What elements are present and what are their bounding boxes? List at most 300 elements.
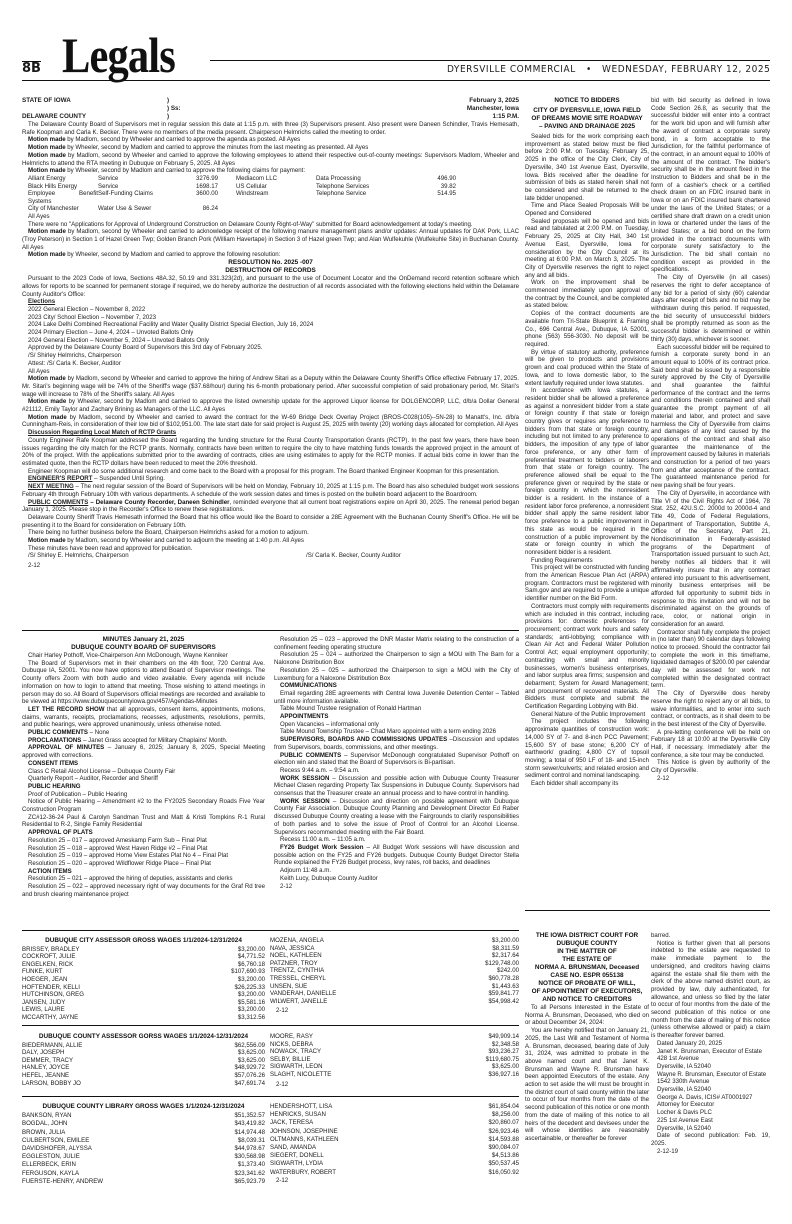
ss-label: ) Ss: bbox=[167, 105, 181, 112]
employee-name: LEWIS, LAURE bbox=[22, 1006, 65, 1014]
proclamations bbox=[22, 737, 265, 745]
wage-amount: $26,225.33 bbox=[234, 983, 265, 991]
executor-name: Wayne R. Brunsman, Executor of Estate bbox=[657, 1070, 767, 1078]
wage-row bbox=[22, 1178, 265, 1186]
wage-row bbox=[270, 937, 519, 945]
wage-row bbox=[270, 1169, 519, 1177]
probate-continuation: barred. bbox=[651, 932, 671, 939]
plats-heading: APPROVAL OF PLATS bbox=[28, 829, 93, 837]
wage-row bbox=[270, 1128, 519, 1136]
dated-line: Dated January 20, 2025 bbox=[657, 1039, 723, 1047]
work-session-text: – Discussion and possible action with Dubuque County Treasurer Michael Clasen regarding Property Tax Suspensions in Dubuque County. Supervisors had consensus that the Treasurer create an annual process and to have control in handling. bbox=[274, 774, 519, 798]
wage-row bbox=[270, 1119, 519, 1127]
meeting-place: Manchester, Iowa bbox=[466, 105, 519, 112]
probate-heading: IN THE MATTER OF bbox=[557, 948, 617, 955]
motion-label: Motion made bbox=[28, 251, 66, 259]
bidders-title: NOTICE TO BIDDERS bbox=[554, 97, 620, 104]
employee-name: PATZNER, TROY bbox=[270, 959, 318, 967]
wage-row bbox=[270, 1048, 519, 1056]
wage-amount: $14,974.48 bbox=[234, 1128, 265, 1136]
claim-type: Self-Funding Claims bbox=[98, 190, 153, 198]
sheriff-paragraph: Delaware County Sheriff Travis Hemesath informed the Board that his office would like the Board to consider a 28E Agreement with the Buchanan County Sheriff's Office. He will be presenting it to the Board for consideration on February 10th. bbox=[22, 513, 519, 529]
wage-amount: $14,593.88 bbox=[488, 1135, 519, 1143]
motion-paragraph bbox=[22, 375, 519, 398]
wage-amount: $49,909.14 bbox=[488, 1033, 519, 1040]
delaware-county-label: DELAWARE COUNTY bbox=[22, 113, 87, 120]
wage-row bbox=[22, 991, 265, 999]
claim-type: Service bbox=[98, 174, 119, 182]
wage-amount: $48,929.72 bbox=[234, 1064, 265, 1072]
claim-vendor: Windstream bbox=[236, 190, 269, 198]
wage-amount: $3,200.00 bbox=[237, 991, 265, 999]
wage-row bbox=[22, 946, 265, 954]
attorney-role: Attorney for Executor bbox=[657, 1101, 715, 1109]
section-divider bbox=[22, 930, 519, 931]
wage-row bbox=[22, 1161, 265, 1169]
public-comments-label: PUBLIC COMMENTS bbox=[280, 751, 342, 759]
employee-name: BIEDERMANN, ALLIE bbox=[22, 1041, 83, 1049]
employee-name: OLTMANNS, KATHLEEN bbox=[270, 1135, 339, 1143]
employee-name: BOGDAL, JOHN bbox=[22, 1120, 68, 1128]
wage-amount: $43,419.82 bbox=[234, 1120, 265, 1128]
auditor-signature: /S/ Carla K. Becker, County Auditor bbox=[306, 552, 401, 560]
engineers-report bbox=[22, 475, 519, 483]
employee-name: WATERBURY, ROBERT bbox=[270, 1168, 337, 1176]
wage-amount: $59,841.77 bbox=[488, 990, 519, 998]
wage-row bbox=[270, 1063, 519, 1071]
publication-code: 2-12 bbox=[276, 1176, 289, 1184]
motion-paragraph bbox=[22, 152, 519, 167]
employee-name: JOHNSON, JOSEPHINE bbox=[270, 1127, 338, 1135]
dubuque-minutes-right bbox=[274, 636, 519, 890]
employee-name: FUNKE, KURT bbox=[22, 968, 63, 976]
employee-name: FUERSTE-HENRY, ANDREW bbox=[22, 1177, 104, 1185]
second-publication-date: Date of second publication: Feb. 19, 2025. bbox=[651, 1132, 770, 1147]
approval-text: – January 6, 2025; January 8, 2025, Special Meeting approved with corrections. bbox=[22, 744, 265, 760]
sbc-label: SUPERVISORS, BOARDS AND COMMISSIONS UPDATES bbox=[280, 736, 448, 744]
motion-paragraph bbox=[22, 136, 519, 144]
chair-signature: /S/ Shirley E. Helmrichs, Chairperson bbox=[28, 552, 129, 560]
employee-name: DALY, JOSEPH bbox=[22, 1049, 65, 1057]
wage-amount: $242.00 bbox=[496, 967, 519, 975]
adjourn-line: Adjourn 11:48 a.m. bbox=[280, 867, 332, 875]
case-number: CASE NO. ESPR 055138 bbox=[550, 972, 624, 979]
wage-row bbox=[22, 1145, 265, 1153]
bidders-notice-col2 bbox=[651, 97, 770, 783]
next-meeting bbox=[22, 483, 519, 498]
minutes-title: MINUTES January 21, 2025 bbox=[102, 636, 185, 643]
wage-amount: $8,039.31 bbox=[237, 1136, 265, 1144]
bidders-paragraph: The City of Dyersville does hereby reserve the right to reject any or all bids, to waive informalities, and to enter into such contract, or contracts, as it shall deem to be in the best interest of the City of Dyersville. bbox=[651, 690, 770, 728]
employee-name: DEMMER, TRACY bbox=[22, 1056, 74, 1064]
claim-type: Water Use & Sewer bbox=[98, 205, 152, 213]
next-meeting-text: – The next regular session of the Board of Supervisors will be held on Monday, February 10, 2025 at 1:15 p.m. The Board has also scheduled budget work sessions February 4th through February 10th with various departments. A schedule of the work session dates and times is posted on the bulletin board adjacent to the Boardroom. bbox=[22, 483, 519, 498]
employee-name: WILWERT, JANELLE bbox=[270, 997, 328, 1005]
bidders-paragraph: Contractor shall fully complete the project in (no later than) 90 calendar days following notice to proceed. Should the contractor fail to complete the work in this timeframe, liquidated damages of $200.00 per calendar day will be assessed for work not completed within the designated contract term. bbox=[651, 628, 770, 690]
dubuque-minutes-left bbox=[22, 636, 265, 899]
wage-amount: $3,625.00 bbox=[491, 1063, 519, 1071]
wage-row bbox=[22, 1080, 265, 1088]
sbc-updates bbox=[274, 736, 519, 751]
motion-text: by Madlom, second by Wheeler and carried to acknowledge receipt of the following manure management plans and/or updates: Annual updates for DAK Pork, LLAC (Troy Peterson) in Section 1 of Hazel Green Twp; Golden Branch Pork (William Havertape) in Section 3 of Hazel green Twp; and Alan Wulfekuhle (Wulfekuhle Site) in Buchanan County. All Ayes bbox=[22, 228, 520, 251]
work-session bbox=[274, 775, 519, 798]
probate-heading: AND NOTICE TO CREDITORS bbox=[542, 996, 632, 1003]
wage-row bbox=[22, 984, 265, 992]
public-hearing-heading: PUBLIC HEARING bbox=[28, 782, 81, 790]
page-number: 8B bbox=[22, 61, 41, 76]
wage-row bbox=[270, 990, 519, 998]
city-assessor-wages-right bbox=[270, 937, 519, 1015]
publication-code: 2-12-19 bbox=[657, 1147, 679, 1155]
employee-name: SLAGHT, NICOLETTE bbox=[270, 1070, 332, 1078]
approval-label: APPROVAL OF MINUTES bbox=[28, 744, 105, 752]
section-title: Legals bbox=[62, 27, 175, 83]
claim-amount: 3600.00 bbox=[195, 190, 218, 198]
wage-row bbox=[270, 1111, 519, 1119]
motion-label: Motion made bbox=[28, 375, 66, 383]
bidders-subheading: Time and Place Sealed Proposals Will be Opened and Considered bbox=[525, 202, 649, 218]
ss-bracket: ) bbox=[167, 97, 170, 104]
employee-name: VANDERAH, DANIELLE bbox=[270, 990, 337, 998]
bidders-paragraph: The City of Dyersville (in all cases) reserves the right to defer acceptance of any bid for a period of sixty (60) calendar days after receipt of bids and no bid may be withdrawn during this period. If requested, the bid security of unsuccessful bidders shall be promptly returned as soon as the successful bidder is determined or within thirty (30) days, whichever is sooner. bbox=[651, 274, 770, 343]
court-heading: THE IOWA DISTRICT COURT FOR DUBUQUE COUNTY bbox=[535, 932, 639, 947]
wage-row bbox=[270, 1152, 519, 1160]
work-session bbox=[274, 798, 519, 837]
claim-vendor: City of Manchester bbox=[28, 205, 79, 213]
employee-name: JACK, TERESA bbox=[270, 1119, 314, 1127]
action-item: Resolution 25 – 022 – approved necessary right of way documents for the Graf Rd tree and brush clearing maintenance project bbox=[22, 883, 265, 898]
wage-amount: $60,778.28 bbox=[488, 974, 519, 982]
wage-row bbox=[270, 1144, 519, 1152]
public-comments bbox=[22, 729, 265, 737]
motion-paragraph bbox=[22, 414, 519, 429]
bidders-subheading: Funding Requirements bbox=[531, 556, 593, 564]
motion-text: by Madlom, second by Wheeler and carried to award the contract for the W-69 Bridge Deck Overlay Project (BROS-C028(105)--5N-28) to Manatt's, Inc. d/b/a Cunningham-Reis, in consideration of their low bid of $102,951.00. The late start date for said project is August 25, 2025 with twenty (20) working days allocated for completion. All Ayes bbox=[22, 413, 519, 429]
employee-name: SIGWARTH, LEON bbox=[270, 1063, 323, 1071]
auditor-signature: Keith Lucy, Dubuque County Auditor bbox=[280, 874, 378, 882]
wage-row bbox=[270, 952, 519, 960]
wage-amount: $62,556.09 bbox=[234, 1041, 265, 1049]
claim-amount: 86.24 bbox=[202, 205, 218, 213]
employee-name: MOORE, RASY bbox=[270, 1033, 314, 1040]
section-divider bbox=[22, 630, 519, 631]
wage-amount: $3,625.00 bbox=[237, 1056, 265, 1064]
wage-amount: $93,236.27 bbox=[488, 1048, 519, 1056]
public-comments-text: – None bbox=[87, 729, 110, 737]
employee-name: MOZENA, ANGELA bbox=[270, 937, 324, 944]
communication-item: Table Mound Trustee resignation of Ronald Hartman bbox=[280, 705, 422, 713]
bidders-paragraph: Each successful bidder will be required to furnish a corporate surety bond in an amount equal to 100% of its contract price. Said bond shall be issued by a responsible surety approved by the City of Dyersville and shall guarantee the faithful performance of the contract and the terms and conditions therein contained and shall guarantee the prompt payment of all material and labor, and protect and save harmless the City of Dyersville from claims and damages of any kind caused by the operations of the contract and shall also guarantee the maintenance of the improvement caused by failures in materials and construction for a period of two years from and after acceptance of the contract. The guaranteed maintenance period for new paving shall be four years. bbox=[651, 343, 770, 490]
motion-label: Motion made bbox=[28, 144, 66, 152]
signature-line: /S/ Shirley Helmrichs, Chairperson bbox=[28, 352, 122, 360]
resolution-item: Resolution 25 – 023 – approved the DNR Master Matrix relating to the construction of a confinement feeding operating structure bbox=[274, 636, 519, 651]
claim-vendor: Employee Benefit Systems bbox=[28, 190, 98, 205]
wage-row bbox=[22, 1064, 265, 1072]
city-assessor-wages-left bbox=[22, 937, 265, 1022]
wage-amount: $3,200.00 bbox=[237, 1006, 265, 1014]
proclamations-label: PROCLAMATIONS bbox=[28, 736, 82, 744]
wage-amount: $8,256.00 bbox=[491, 1111, 519, 1119]
election-item: 2024 General Election – November 5, 2024 – Unvoted Ballots Only bbox=[28, 336, 209, 344]
employee-name: COCKROFT, JULIE bbox=[22, 953, 76, 961]
publication-code: 2-12 bbox=[28, 562, 41, 570]
claims-table bbox=[28, 175, 519, 213]
motion-paragraph bbox=[22, 228, 519, 251]
delaware-county-minutes bbox=[22, 97, 519, 570]
bidders-paragraph: Sealed bids for the work comprising each improvement as stated below must be filed before 2:00 P.M. on Tuesday, February 25, 2025 in the office of the City Clerk, City of Dyersville, 340 1st Avenue East, Dyersville, Iowa. Bids received after the deadline for submission of bids as stated herein shall not be considered and shall be returned to the late bidder unopened. bbox=[525, 133, 649, 202]
employee-name: EGGLESTON, JULIE bbox=[22, 1153, 80, 1161]
wage-amount: $16,050.92 bbox=[488, 1168, 519, 1176]
employee-name: ELLERBECK, ERIN bbox=[22, 1161, 76, 1169]
motion-label: Motion made bbox=[28, 413, 67, 421]
motion-text: by Madlom, second by Wheeler and carried to approve the hiring of Andrew Sitari as a Deputy within the Delaware County Sheriff's Office effective February 17, 2025. Mr. Sitari's beginning wage will be 74% of the Sheriff's wage ($37.68/hour) during his 6-month probationary period. After successful completion of said probationary period, Mr. Sitari's wage will increase to 78% of the Sheriff's salary. All Ayes bbox=[22, 375, 520, 398]
resolution-title: DESTRUCTION OF RECORDS bbox=[225, 267, 316, 275]
wage-row bbox=[270, 975, 519, 983]
address-line: Dyersville, IA 52040 bbox=[657, 1062, 711, 1070]
meeting-date: February 3, 2025 bbox=[469, 97, 519, 104]
rctp-paragraph: Engineer Koopman will do some additional research and come back to the Board with a proposal for this program. The Board thanked Engineer Koopman for this presentation. bbox=[28, 467, 500, 475]
publication-date: WEDNESDAY, FEBRUARY 12, 2025 bbox=[601, 64, 770, 75]
motion-label: Motion made bbox=[28, 167, 66, 175]
motion-text: by Madlom, second by Wheeler and carried to approve the agenda as posted. All Ayes bbox=[65, 136, 301, 144]
wage-amount: $65,923.79 bbox=[234, 1177, 265, 1185]
plat-item: Resolution 25 – 019 – approved Home View Estates Plat No 4 – Final Plat bbox=[28, 852, 229, 860]
wage-row bbox=[270, 1071, 519, 1079]
work-session-label: WORK SESSION bbox=[280, 797, 330, 805]
probate-heading: THE ESTATE OF bbox=[562, 956, 612, 963]
employee-name: SAND, AMANDA bbox=[270, 1144, 317, 1152]
wage-row bbox=[270, 1136, 519, 1144]
wage-row bbox=[22, 1057, 265, 1065]
election-item: 2024 Primary Election – June 4, 2024 – Unvoted Ballots Only bbox=[28, 329, 194, 337]
claim-type: Telephone Service bbox=[316, 190, 367, 198]
consent-item: Quarterly Report – Auditor, Recorder and Sheriff bbox=[28, 775, 158, 783]
employee-name: SIEGERT, DONELL bbox=[270, 1152, 324, 1160]
communications-heading: COMMUNICATIONS bbox=[280, 682, 337, 690]
appointment-item: Open Vacancies – informational only bbox=[280, 720, 379, 728]
wage-amount: $3,625.00 bbox=[237, 1049, 265, 1057]
address-line: Dyersville, IA 52040 bbox=[657, 1086, 711, 1094]
employee-name: FERGUSON, KAYLA bbox=[22, 1169, 80, 1177]
probate-heading: NOTICE OF PROBATE OF WILL, bbox=[538, 980, 636, 987]
wage-row bbox=[22, 1014, 265, 1022]
section-divider bbox=[22, 1096, 519, 1097]
wage-row bbox=[270, 945, 519, 953]
probate-notice-col1 bbox=[525, 932, 649, 1143]
employee-name: BRISSEY, BRADLEY bbox=[22, 945, 80, 953]
minutes-subtitle: DUBUQUE COUNTY BOARD OF SUPERVISORS bbox=[71, 644, 216, 651]
intro-paragraph: The Board of Supervisors met in their chambers on the 4th floor, 720 Central Ave. Dubuque IA, 52001. You now have options to attend Board of Supervisor meetings. The County offers Zoom with both audio and video available. Every agenda will include information on how to login to attend that meeting. Those wishing to attend meetings in person may do so. All Board of Supervisors official meetings are recorded and available to be viewed at https://www.dubuquecountyiowa.gov/457/Agendas-Minutes bbox=[22, 659, 265, 706]
work-session-label: WORK SESSION bbox=[280, 774, 330, 782]
employee-name: HENDERSHOTT, LISA bbox=[270, 1103, 333, 1110]
record-label: LET THE RECORD SHOW bbox=[28, 705, 105, 713]
plat-item: Resolution 25 – 020 – approved Wildflower Ridge Place – Final Plat bbox=[28, 859, 211, 867]
employee-name: NAVA, JESSICA bbox=[270, 944, 315, 952]
bidders-notice-col1 bbox=[525, 97, 649, 788]
bidders-paragraph: A pre-letting conference will be held on February 18 at 10:00 at the Dyersville City Hall, if necessary. Immediately after the conference, a site tour may be conducted. bbox=[651, 728, 770, 759]
wage-amount: $8,311.59 bbox=[492, 944, 519, 952]
masthead-rule bbox=[210, 60, 770, 61]
attorney-name: George A. Davis, ICIS# AT0001927 bbox=[657, 1093, 753, 1101]
resolution-item: Resolution 25 – 024 – authorized the Chairperson to sign a MOU with The Barn for a Naloxone Distribution Box bbox=[274, 651, 519, 667]
employee-name: NICKS, DEBRA bbox=[270, 1040, 314, 1048]
county-assessor-wages-right bbox=[270, 1033, 519, 1088]
address-line: 428 1st Avenue bbox=[657, 1055, 699, 1063]
plat-item: Resolution 25 – 018 – approved West Haven Ridge #2 – Final Plat bbox=[28, 844, 208, 852]
employee-name: BANKSON, RYAN bbox=[22, 1112, 72, 1120]
wage-amount: $1,443.63 bbox=[491, 982, 519, 990]
masthead-bottom-rule bbox=[22, 80, 770, 81]
library-wages-left bbox=[22, 1103, 265, 1186]
wage-amount: $5,581.16 bbox=[237, 998, 265, 1006]
all-ayes: All Ayes bbox=[28, 367, 50, 375]
public-comments-speaker: – Delaware County Recorder, Daneen Schindler bbox=[88, 498, 230, 506]
bidders-subheading: General Nature of the Public Improvement bbox=[531, 710, 646, 718]
bidders-paragraph: The City of Dyersville, in accordance with Title VI of the Civil Rights Act of 1964, 78 Stat. 252, 42U.S.C. 2000d to 2000d-4 and Title 49, Code of Federal Regulations, Department of Transportation, Subtitle A, Office of the Secretary, Part 21, Nondiscrimination in Federally-assisted programs of the Department of Transportation issued pursuant to such Act, hereby notifies all bidders that it will affirmatively insure that in any contract entered into pursuant to this advertisement, minority business enterprises will be afforded full opportunity to submit bids in response to this invitation and will not be discriminated against on the grounds of race, color, or national origin in consideration for an award. bbox=[651, 489, 770, 628]
motion-paragraph bbox=[22, 537, 519, 545]
wage-row bbox=[22, 961, 265, 969]
attendees: Chair Harley Pothoff, Vice-Chairperson Ann McDonough, Wayne Kenniker bbox=[28, 652, 228, 659]
wage-amount: $47,691.74 bbox=[234, 1079, 265, 1087]
wage-amount: $54,998.42 bbox=[488, 997, 519, 1005]
wage-amount: $129,748.00 bbox=[485, 959, 519, 967]
recess-line: Recess 9:44 a.m. – 9:54 a.m. bbox=[280, 766, 360, 774]
motion-text: by Wheeler, second by Madlom and carried to approve the following claims for payment: bbox=[65, 167, 306, 175]
bidders-paragraph: bid with bid security as defined in Iowa Code Section 26.8, as security that the successful bidder will enter into a contract for the work bid upon and will furnish after the award of contract a corporate surety bond, in a form acceptable to the Jurisdiction, for the faithful performance of the contract, in an amount equal to 100% of the amount of the contract. The bidder's security shall be in the amount fixed in the Instruction to Bidders and shall be in the form of a cashier's check or a certified check drawn on an FDIC insured bank in Iowa or on an FDIC insured bank chartered under the laws of the United States; or a certified share draft drawn on a credit union in Iowa or chartered under the laws of the United States; or a bid bond on the form provided in the contract documents with corporate surety satisfactory to the Jurisdiction. The bid shall contain no condition except as provided in the specifications. bbox=[651, 97, 770, 274]
probate-paragraph: You are hereby notified that on January 21, 2025, the Last Will and Testament of Norma A. Brunsman, deceased, bearing date of July 31, 2024, was admitted to probate in the above named court and that Janet K. Brunsman and Wayne R. Brunsman have been appointed Executors of the estate. Any action to set aside the will must be brought in the district court of said county within the later to occur of four months from the date of the second publication of this notice or one month from the date of mailing of this notice to all heirs of the decedent and devisees under the will whose identities are reasonably ascertainable, or thereafter be forever bbox=[525, 1027, 649, 1142]
wages-title: DUBUQUE COUNTY ASSESSOR GORSS WAGES 1/1/2024-12/31/2024 bbox=[38, 1033, 249, 1040]
bidders-paragraph: The project includes the following approximate quantities of construction work: 14,000 SY of 7- and 8-inch PCC Pavement; 15,600 SY of base stone; 6,200 CY of earthwork/ grading; 4,800 CY of topsoil moving; a total of 950 LF of 18- and 15-inch storm sewer/culverts; and related erosion and sediment control and nominal landscaping. bbox=[525, 718, 649, 780]
wage-amount: $4,513.86 bbox=[491, 1152, 519, 1160]
wage-amount: $57,076.26 bbox=[234, 1071, 265, 1079]
motion-label: Motion made bbox=[28, 228, 66, 236]
claim-vendor: Mediacom LLC bbox=[236, 174, 277, 182]
probate-paragraph: To all Persons Interested in the Estate of Norma A. Brunsman, Deceased, who died on or about December 24, 2024: bbox=[525, 1004, 649, 1027]
wage-row bbox=[270, 983, 519, 991]
wage-amount: $1,373.40 bbox=[237, 1161, 265, 1169]
motion-label: Motion made bbox=[28, 537, 66, 545]
sbc-text: –Discussion and updates from Supervisors, boards, commissions, and other meetings. bbox=[274, 736, 519, 751]
employee-name: HANLEY, JOYCE bbox=[22, 1064, 70, 1072]
adjourn-request: There being no further business before the Board, Chairperson Helmrichs asked for a motion to adjourn. bbox=[28, 529, 309, 537]
consent-item: Class C Retail Alcohol License – Dubuque County Fair bbox=[28, 767, 176, 775]
dateline bbox=[447, 64, 770, 75]
decedent-name: NORMA A. BRUNSMAN, Deceased bbox=[534, 964, 640, 971]
budget-session-text: – All Budget Work sessions will have discussion and possible action on the FY25 and FY26 budgets. Dubuque County Budget Director Stella Runde explained the FY26 Budget process, levy rates, roll backs, and deadlines bbox=[274, 843, 519, 867]
library-wages-right bbox=[270, 1103, 519, 1185]
communication-item: Email regarding 28E agreements with Central Iowa Juvenile Detention Center – Tabled until more information available. bbox=[274, 689, 519, 705]
bidders-paragraph: Each bidder shall accompany its bbox=[531, 780, 619, 788]
state-of-iowa: STATE OF IOWA bbox=[22, 97, 71, 104]
wage-row bbox=[22, 1072, 265, 1080]
bidders-subtitle: CITY OF DYERSVILLE, IOWA FIELD OF DREAMS MOVIE SITE ROADWAY – PAVING AND DRAINAGE 2025 bbox=[531, 107, 643, 130]
motion-paragraph bbox=[22, 251, 519, 259]
wage-row bbox=[22, 1170, 265, 1178]
bullet-separator: • bbox=[585, 64, 592, 75]
bidders-paragraph: Work on the improvement shall be commenced immediately upon approval of the contract by the Council, and be completed as stated below. bbox=[525, 279, 649, 310]
wage-amount: $4,771.52 bbox=[237, 953, 265, 961]
bidders-paragraph: This Notice is given by authority of the City of Dyersville. bbox=[651, 759, 770, 775]
rctp-heading: Discussion Regarding Local Match of RCTP Grants bbox=[28, 429, 177, 437]
wage-row bbox=[22, 968, 265, 976]
motion-text: by Madlom, second by Wheeler and carried to adjourn the meeting at 1:40 p.m. All Ayes bbox=[65, 537, 304, 545]
employee-name: ENGELKEN, RICK bbox=[22, 960, 74, 968]
wage-row bbox=[22, 976, 265, 984]
wage-amount: $26,923.46 bbox=[488, 1127, 519, 1135]
claim-amount: 1698.17 bbox=[195, 182, 218, 190]
employee-name: NOWACK, TRACY bbox=[270, 1048, 322, 1056]
ss-bracket: ) bbox=[167, 113, 170, 120]
engineers-report-label: ENGINEER'S REPORT bbox=[28, 475, 93, 483]
claim-type: Service bbox=[98, 182, 119, 190]
section-divider bbox=[525, 910, 770, 911]
elections-heading: Elections bbox=[28, 298, 56, 306]
employee-name: SELBY, BILLIE bbox=[270, 1055, 311, 1063]
wage-amount: $30,568.98 bbox=[234, 1153, 265, 1161]
public-comments-text: – Supervisor McDonough congratulated Supervisor Pothoff on election win and stated that the Board of Supervisors is Bi-partisan. bbox=[274, 751, 520, 767]
wage-amount: $6,760.18 bbox=[237, 960, 265, 968]
record-paragraph bbox=[22, 706, 265, 729]
plat-item: Resolution 25 – 017 – approved Ameskamp Farm Sub – Final Plat bbox=[28, 836, 207, 844]
employee-name: JANSEN, JUDY bbox=[22, 998, 66, 1006]
budget-session bbox=[274, 844, 519, 867]
claim-type: Telephone Services bbox=[316, 182, 370, 190]
approval-line: Approved by the Delaware County Board of Supervisors this 3rd day of February 2025. bbox=[28, 344, 263, 352]
wage-amount: $119,680.75 bbox=[485, 1055, 519, 1063]
bidders-paragraph: Copies of the contract documents are available from Tri-State Blueprint & Framing Co., 696 Central Ave., Dubuque, IA 52001, phone (563) 556-3030. No deposit will be required. bbox=[525, 310, 649, 348]
wage-amount: $3,200.00 bbox=[237, 975, 265, 983]
employee-name: TRENTZ, CYNTHIA bbox=[270, 967, 325, 975]
appointment-item: Table Mound Township Trustee – Chad Maro appointed with a term ending 2026 bbox=[280, 728, 497, 736]
budget-session-label: FY26 Budget Work Session bbox=[280, 843, 364, 851]
public-hearing-item: Proof of Publication – Public Hearing bbox=[28, 790, 128, 798]
address-line: 1542 330th Avenue bbox=[657, 1078, 710, 1086]
employee-name: CULBERTSON, EMILEE bbox=[22, 1136, 90, 1144]
claim-amount: 39.82 bbox=[440, 182, 456, 190]
wage-row bbox=[270, 960, 519, 968]
motion-text: by Wheeler, second by Madlom and carried to approve the following resolution: bbox=[65, 251, 281, 259]
employee-name: HEFEL, JEANNE bbox=[22, 1071, 70, 1079]
wage-row bbox=[22, 953, 265, 961]
wage-row bbox=[22, 1120, 265, 1128]
proclamations-text: – Janet Grass accepted for Military Chaplains' Month. bbox=[81, 736, 228, 744]
employee-name: DAVIDSHOFER, ALYSSA bbox=[22, 1145, 92, 1153]
public-comments bbox=[274, 752, 519, 767]
rctp-paragraph: County Engineer Rafe Koopman addressed the Board regarding the funding structure for the Rural County Transportation Grants (RCTP). In the past few years, there have been issues regarding the city match for the RCTP grants. Normally, contracts have been written to require the city to have matching funds towards the approved project in the amount of 20% of the project. With the applications submitted prior to the awarding of contracts, cities are using estimates to apply for the RCTP monies. If actual bids come in lower than the estimated quote, then the RCTP dollars have been reduced to meet the 20% threshold. bbox=[22, 436, 519, 467]
motion-paragraph bbox=[22, 167, 519, 175]
employee-name: HOFTENDER, KELLI bbox=[22, 983, 80, 991]
employee-name: SIGWARTH, LYDIA bbox=[270, 1160, 324, 1168]
claim-type: Data Processing bbox=[316, 174, 361, 182]
claim-amount: 3276.99 bbox=[195, 174, 218, 182]
public-comments bbox=[22, 499, 519, 514]
state-header bbox=[22, 97, 519, 121]
claim-amount: 496.90 bbox=[437, 174, 456, 182]
public-comments-text: , reminded everyone that all current boat registrations expire on April 30, 2025. The renewal period began January 1, 2025. Please stop in the Recorder's Office to renew these registrations. bbox=[22, 498, 519, 514]
all-ayes: All Ayes bbox=[28, 212, 50, 220]
bidders-paragraph: Sealed proposals will be opened and bids read and tabulated at 2:00 P.M. on Tuesday, February 25, 2025 at City Hall, 340 1st Avenue East, Dyersville, Iowa for consideration by the City Council at its meeting at 6:00 P.M. on March 3, 2025. The City of Dyersville reserves the right to reject any and all bids. bbox=[525, 217, 649, 279]
wage-row bbox=[22, 999, 265, 1007]
motion-paragraph bbox=[22, 398, 519, 413]
wage-row bbox=[22, 1006, 265, 1014]
attest-line: Attest: /S/ Carla K. Becker, Auditor bbox=[28, 359, 121, 367]
public-comments-label: PUBLIC COMMENTS bbox=[28, 729, 88, 737]
bidders-paragraph: This project will be constructed with funding from the American Rescue Plan Act (ARPA) program. Contractors must be registered with Sam.gov and are required to provide a unique identifier number on the Bid Form. bbox=[525, 564, 649, 603]
consent-heading: CONSENT ITEMS bbox=[28, 759, 79, 767]
action-item: Resolution 25 – 021 – approved the hiring of deputies, assistants and clerks bbox=[28, 875, 233, 883]
record-text: that all approvals, consent items, appointments, motions, claims, warrants, receipts, proclamations, recesses, adjustments, resolutions, permits, and public hearings, were approved unanimously, unless otherwise noted. bbox=[22, 705, 266, 729]
public-hearing-item: ZC#12-36-24 Paul & Carolyn Sandman Trust and Matt & Kristi Tompkins R-1 Rural Residential to R-2, Single Family Residential bbox=[22, 813, 265, 829]
